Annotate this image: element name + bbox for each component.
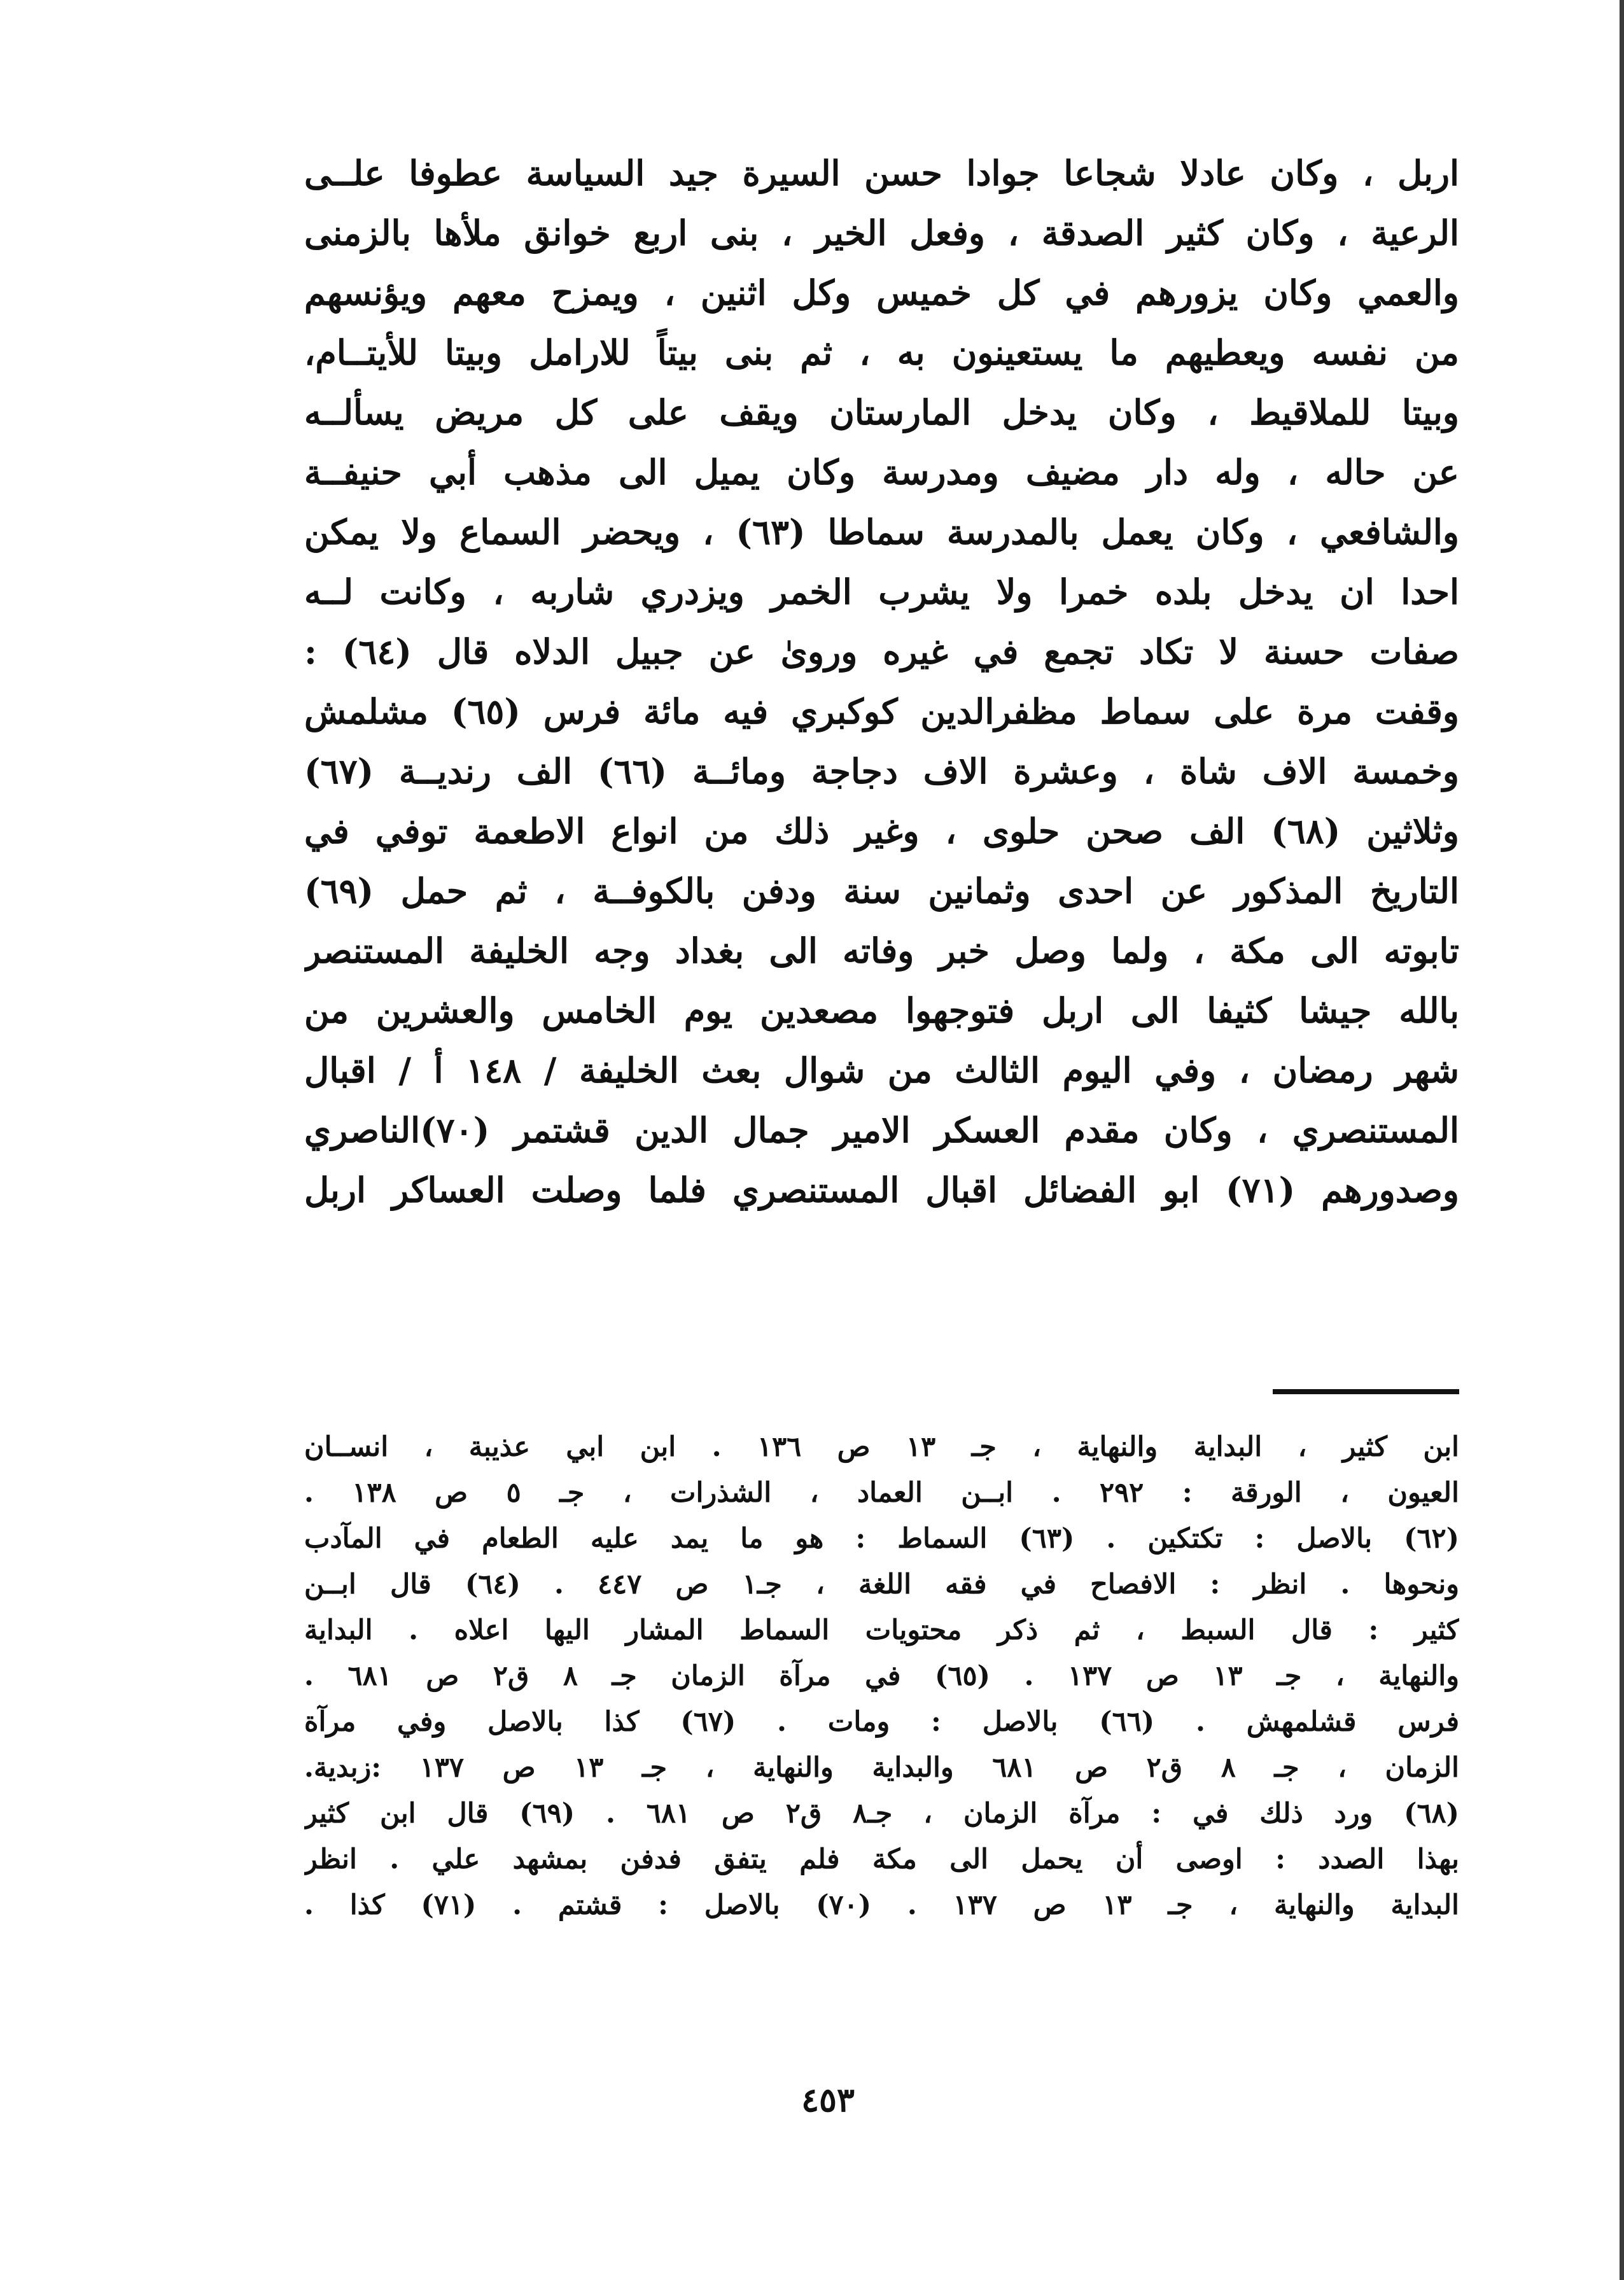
body-line: والعمي وكان يزورهم في كل خميس وكل اثنين ، ويمزح معهم ويؤنسهم <box>304 272 1459 313</box>
footnote-line: (٦٨) ورد ذلك في : مرآة الزمان ، جـ٨ ق٢ ص ٦٨١ . (٦٩) قال ابن كثير <box>304 1798 1459 1829</box>
body-line: وثلاثين (٦٨) الف صحن حلوى ، وغير ذلك من انواع الاطعمة توفي في <box>304 811 1459 851</box>
main-text-block <box>304 143 1459 1220</box>
footnote-separator <box>1273 1389 1459 1394</box>
footnote-line: ابن كثير ، البداية والنهاية ، جـ ١٣ ص ١٣٦ . ابن ابي عذيبة ، انســان <box>304 1431 1459 1463</box>
body-line: وصدورهم (٧١) ابو الفضائل اقبال المستنصري فلما وصلت العساكر اربل <box>304 1170 1459 1210</box>
body-line: المستنصري ، وكان مقدم العسكر الامير جمال الدين قشتمر (٧٠)الناصري <box>304 1110 1459 1150</box>
footnote-line: البداية والنهاية ، جـ ١٣ ص ١٣٧ . (٧٠) بالاصل : قشتم . (٧١) كذا . <box>304 1889 1459 1921</box>
body-line: شهر رمضان ، وفي اليوم الثالث من شوال بعث الخليفة / ١٤٨ أ / اقبال <box>304 1050 1459 1091</box>
footnote-line: العيون ، الورقة : ٢٩٢ . ابــن العماد ، الشذرات ، جـ ٥ ص ١٣٨ . <box>304 1477 1459 1509</box>
footnote-line: ونحوها . انظر : الافصاح في فقه اللغة ، جـ١ ص ٤٤٧ . (٦٤) قال ابــن <box>304 1569 1459 1600</box>
footnote-line: والنهاية ، جـ ١٣ ص ١٣٧ . (٦٥) في مرآة الزمان جـ ٨ ق٢ ص ٦٨١ . <box>304 1660 1459 1692</box>
page-edge-shadow <box>1620 0 1624 2280</box>
body-line: التاريخ المذكور عن احدى وثمانين سنة ودفن بالكوفــة ، ثم حمل (٦٩) <box>304 871 1459 911</box>
body-line: عن حاله ، وله دار مضيف ومدرسة وكان يميل الى مذهب أبي حنيفــة <box>304 452 1459 493</box>
footnotes-block <box>304 1424 1459 1928</box>
body-line: وبيتا للملاقيط ، وكان يدخل المارستان ويقف على كل مريض يسألــه <box>304 392 1459 433</box>
body-line: احدا ان يدخل بلده خمرا ولا يشرب الخمر ويزدري شاربه ، وكانت لــه <box>304 571 1459 612</box>
body-line: وخمسة الاف شاة ، وعشرة الاف دجاجة ومائــة (٦٦) الف رنديــة (٦٧) <box>304 751 1459 792</box>
body-line: وقفت مرة على سماط مظفرالدين كوكبري فيه مائة فرس (٦٥) مشلمش <box>304 691 1459 732</box>
page-number: ٤٥٣ <box>801 2081 855 2120</box>
footnote-line: (٦٢) بالاصل : تكتكين . (٦٣) السماط : هو ما يمد عليه الطعام في المآدب <box>304 1523 1459 1555</box>
body-line: الرعية ، وكان كثير الصدقة ، وفعل الخير ، بنى اربع خوانق ملأها بالزمنى <box>304 213 1459 253</box>
footnote-line: الزمان ، جـ ٨ ق٢ ص ٦٨١ والبداية والنهاية ، جـ ١٣ ص ١٣٧ :زبدية. <box>304 1752 1459 1784</box>
body-line: من نفسه ويعطيهم ما يستعينون به ، ثم بنى بيتاً للارامل وبيتا للأيتــام، <box>304 332 1459 373</box>
footnote-line: بهذا الصدد : اوصى أن يحمل الى مكة فلم يتفق فدفن بمشهد علي . انظر <box>304 1843 1459 1875</box>
footnote-line: كثير : قال السبط ، ثم ذكر محتويات السماط المشار اليها اعلاه . البداية <box>304 1614 1459 1646</box>
body-line: اربل ، وكان عادلا شجاعا جوادا حسن السيرة جيد السياسة عطوفا علــى <box>304 153 1459 193</box>
body-line: بالله جيشا كثيفا الى اربل فتوجهوا مصعدين يوم الخامس والعشرين من <box>304 990 1459 1031</box>
body-line: والشافعي ، وكان يعمل بالمدرسة سماطا (٦٣) ، ويحضر السماع ولا يمكن <box>304 512 1459 552</box>
body-line: تابوته الى مكة ، ولما وصل خبر وفاته الى بغداد وجه الخليفة المستنصر <box>304 930 1459 971</box>
body-line: صفات حسنة لا تكاد تجمع في غيره وروىٰ عن جبيل الدلاه قال (٦٤) : <box>304 631 1459 672</box>
footnote-line: فرس قشلمهش . (٦٦) بالاصل : ومات . (٦٧) كذا بالاصل وفي مرآة <box>304 1706 1459 1738</box>
